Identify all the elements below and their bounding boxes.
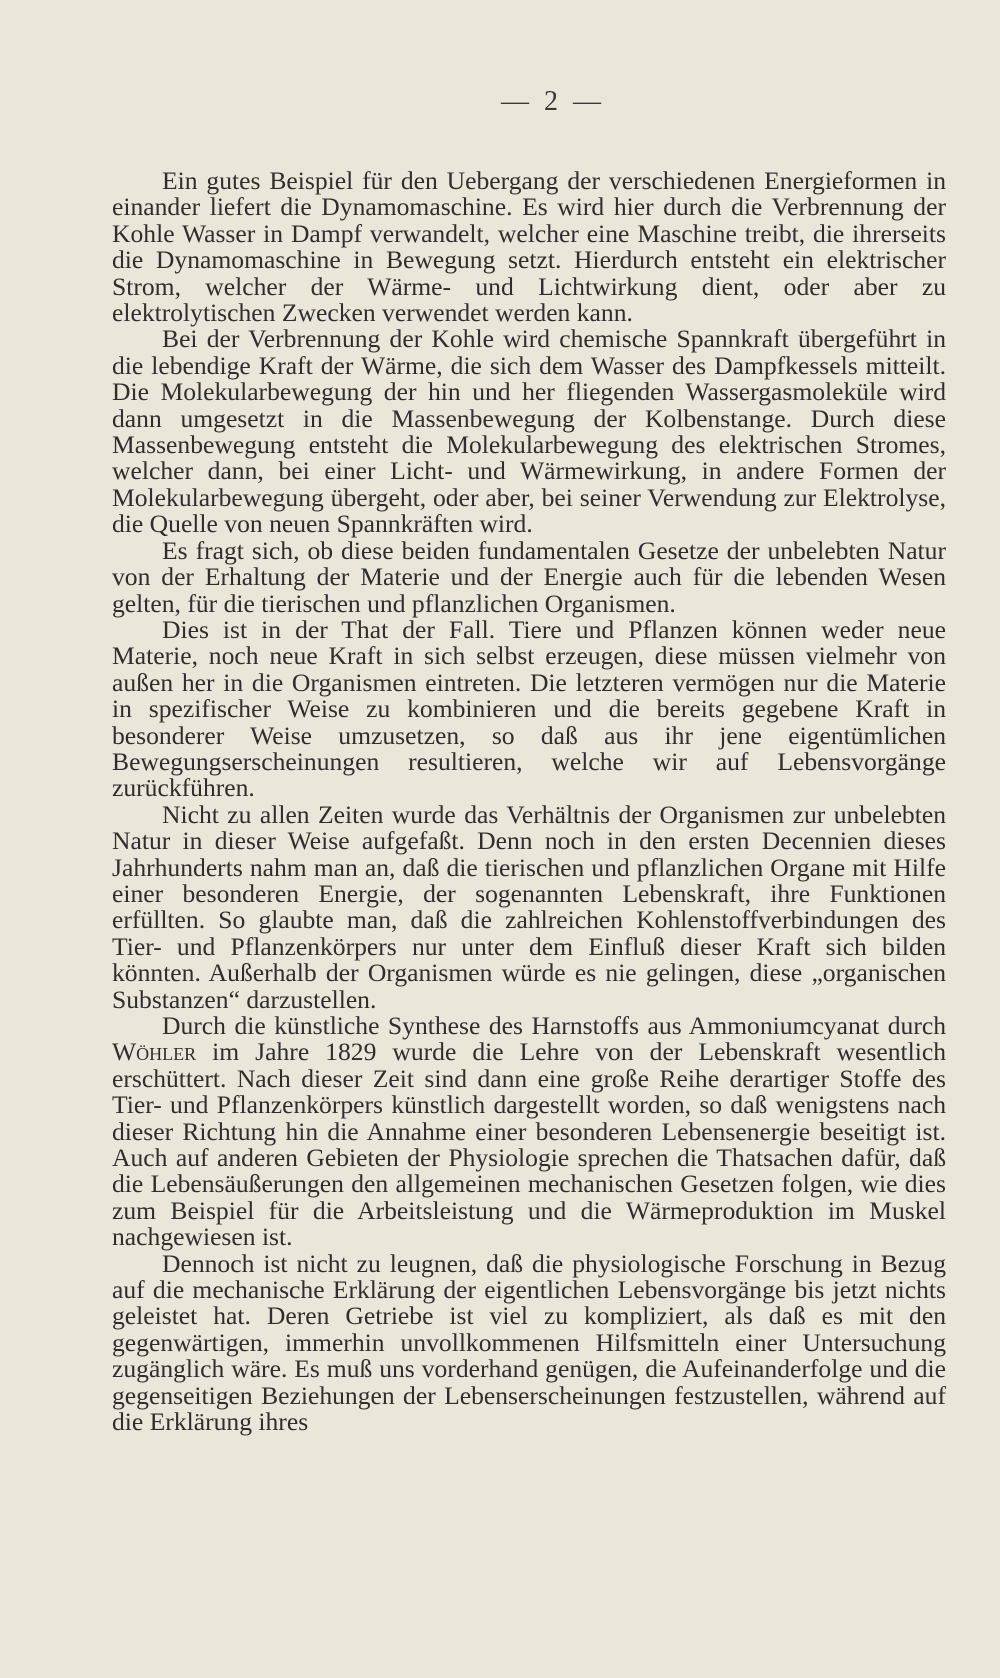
body-text	[112, 168, 946, 1436]
paragraph-text: Durch die künstliche Synthese des Harnstoffs aus Ammoniumcyanat durch	[162, 1011, 946, 1040]
paragraph: Ein gutes Beispiel für den Uebergang der verschiedenen Energieformen in einander liefert die Dynamomaschine. Es wird hier durch die Verbrennung der Kohle Wasser in Dampf verwandelt, welcher eine Maschine treibt, die ihrerseits die Dynamomaschine in Bewegung setzt. Hierdurch entsteht ein elektrischer Strom, welcher der Wärme- und Lichtwirkung dient, oder aber zu elektrolytischen Zwecken verwendet werden kann.	[112, 166, 946, 328]
page-number: — 2 —	[501, 86, 605, 117]
paragraph: Dennoch ist nicht zu leugnen, daß die physiologische Forschung in Bezug auf die mechanische Erklärung der eigentlichen Lebensvorgänge bis jetzt nichts geleistet hat. Deren Getriebe ist viel zu kompliziert, als daß es mit den gegenwärtigen, immerhin unvollkommenen Hilfsmitteln einer Untersuchung zugänglich wäre. Es muß uns vorderhand genügen, die Aufeinanderfolge und die gegenseitigen Beziehungen der Lebenserscheinungen festzustellen, während auf die Erklärung ihres	[112, 1248, 946, 1437]
paragraph-text: im Jahre 1829 wurde die Lehre von der Lebenskraft wesentlich erschüttert. Nach dieser Zeit sind dann eine große Reihe derartiger Stoffe des Tier- und Pflanzenkörpers künstlich dargestellt worden, so daß wenigstens nach dieser Richtung hin die Annahme einer besonderen Lebensenergie beseitigt ist. Auch auf anderen Gebieten der Physiologie sprechen die Thatsachen dafür, daß die Lebensäußerungen den allgemeinen mechanischen Gesetzen folgen, wie dies zum Beispiel für die Arbeitsleistung und die Wärmeproduktion im Muskel nachgewiesen ist.	[112, 1037, 946, 1252]
paragraph	[112, 1013, 946, 1251]
paragraph: Nicht zu allen Zeiten wurde das Verhältnis der Organismen zur unbelebten Natur in dieser Weise aufgefaßt. Denn noch in den ersten Decennien dieses Jahrhunderts nahm man an, daß die tierischen und pflanzlichen Organe mit Hilfe einer besonderen Energie, der sogenannten Lebenskraft, ihre Funktionen erfüllten. So glaubte man, daß die zahlreichen Kohlenstoffverbindungen des Tier- und Pflanzenkörpers nur unter dem Einfluß dieser Kraft sich bilden könnten. Außerhalb der Organismen würde es nie gelingen, diese „organischen Substanzen“ darzustellen.	[112, 799, 946, 1014]
paragraph: Bei der Verbrennung der Kohle wird chemische Spannkraft übergeführt in die lebendige Kraft der Wärme, die sich dem Wasser des Dampfkessels mitteilt. Die Molekularbewegung der hin und her fliegenden Wassergasmoleküle wird dann umgesetzt in die Massenbewegung der Kolbenstange. Durch diese Massenbewegung entsteht die Molekularbewegung des elektrischen Stromes, welcher dann, bei einer Licht- und Wärmewirkung, in andere Formen der Molekularbewegung übergeht, oder aber, bei seiner Verwendung zur Elektrolyse, die Quelle von neuen Spannkräften wird.	[112, 324, 946, 539]
paragraph: Dies ist in der That der Fall. Tiere und Pflanzen können weder neue Materie, noch neue Kraft in sich selbst erzeugen, diese müssen vielmehr von außen her in die Organismen eintreten. Die letzteren vermögen nur die Materie in spezifischer Weise zu kombinieren und die bereits gegebene Kraft in besonderer Weise umzusetzen, so daß aus ihr jene eigentümlichen Bewegungserscheinungen resultieren, welche wir auf Lebensvorgänge zurückführen.	[112, 614, 946, 803]
paragraph: Es fragt sich, ob diese beiden fundamentalen Gesetze der unbelebten Natur von der Erhaltung der Materie und der Energie auch für die lebenden Wesen gelten, für die tierischen und pflanzlichen Organismen.	[112, 535, 946, 618]
author-name: Wöhler	[112, 1037, 197, 1067]
